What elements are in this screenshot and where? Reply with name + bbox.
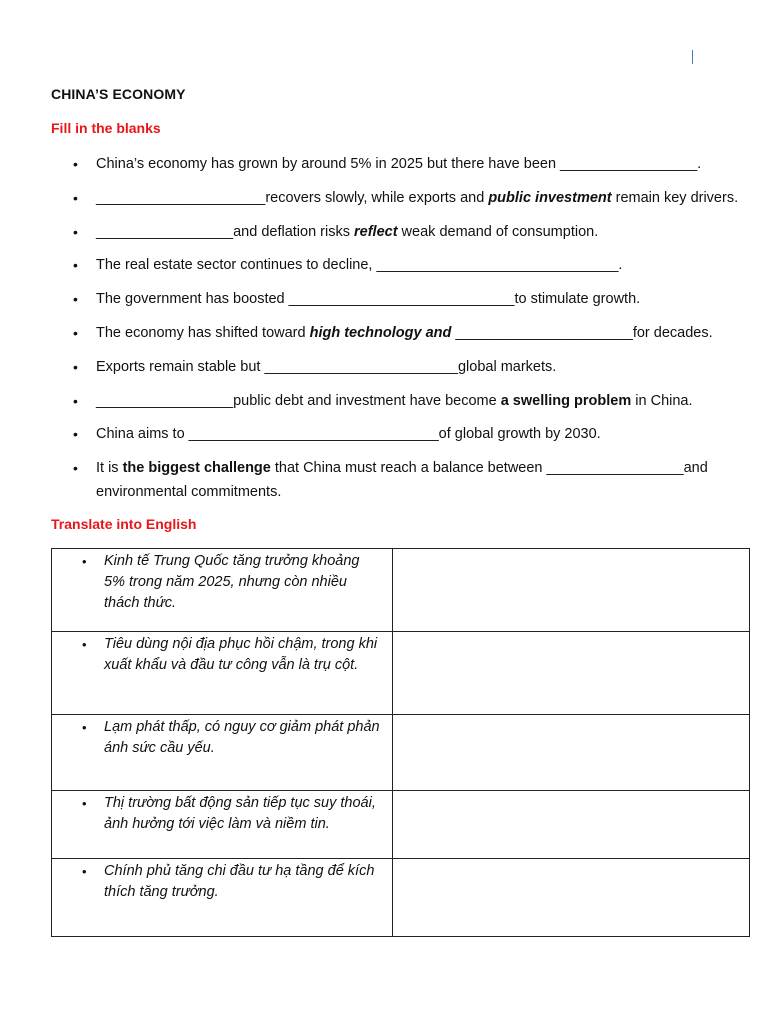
bullet-icon: • <box>82 637 87 652</box>
emphasis-text: the biggest challenge <box>122 460 271 477</box>
vietnamese-cell <box>52 632 393 715</box>
translation-table <box>51 548 750 937</box>
list-item <box>52 632 392 676</box>
english-answer-cell[interactable] <box>393 549 750 632</box>
bullet-icon: • <box>82 554 87 569</box>
english-answer-cell[interactable] <box>393 859 750 937</box>
item-text: China aims to _______________________________of global growth by 2030. <box>96 426 601 443</box>
item-text: _________________public debt and investment have become <box>96 392 501 409</box>
list-item <box>73 287 743 311</box>
list-item <box>73 389 743 413</box>
item-text: that China must reach a balance between _________________and environmental commitments. <box>96 460 708 501</box>
fill-section-heading: Fill in the blanks <box>51 120 161 136</box>
bullet-icon: • <box>73 291 78 308</box>
document-title: CHINA’S ECONOMY <box>51 86 186 102</box>
bullet-icon: • <box>82 720 87 735</box>
list-item <box>52 859 392 903</box>
vietnamese-cell <box>52 859 393 937</box>
table-row <box>52 791 750 859</box>
vietnamese-sentence: Tiêu dùng nội địa phục hồi chậm, trong khi xuất khẩu và đầu tư công vẫn là trụ cột. <box>104 636 378 673</box>
list-item <box>73 253 743 277</box>
list-item <box>52 549 392 614</box>
vietnamese-sentence: Thị trường bất động sản tiếp tục suy thoái, ảnh hưởng tới việc làm và niềm tin. <box>104 795 376 832</box>
item-text: in China. <box>631 392 693 409</box>
list-item <box>73 456 743 504</box>
table-row <box>52 632 750 715</box>
emphasis-text: reflect <box>354 223 398 240</box>
bullet-icon: • <box>82 864 87 879</box>
bullet-icon: • <box>73 223 78 240</box>
item-text: It is <box>96 460 123 477</box>
item-text: The real estate sector continues to decline, ______________________________. <box>96 257 623 274</box>
list-item <box>73 355 743 379</box>
vietnamese-sentence: Kinh tế Trung Quốc tăng trưởng khoảng 5% trong năm 2025, nhưng còn nhiều thách thức. <box>104 553 360 611</box>
vietnamese-sentence: Chính phủ tăng chi đầu tư hạ tầng để kích thích tăng trưởng. <box>104 863 375 900</box>
list-item <box>52 715 392 759</box>
bullet-icon: • <box>73 189 78 206</box>
emphasis-text: public investment <box>488 189 612 206</box>
bullet-icon: • <box>73 460 78 477</box>
vietnamese-cell <box>52 791 393 859</box>
item-text: China’s economy has grown by around 5% in 2025 but there have been _________________. <box>96 156 702 172</box>
bullet-icon: • <box>73 392 78 409</box>
table-row <box>52 715 750 791</box>
bullet-icon: • <box>73 426 78 443</box>
list-item <box>73 321 743 345</box>
item-text: _________________and deflation risks <box>96 223 354 240</box>
english-answer-cell[interactable] <box>393 791 750 859</box>
list-item <box>73 152 743 176</box>
list-item <box>73 220 743 244</box>
item-text: The economy has shifted toward <box>96 324 310 341</box>
list-item <box>73 422 743 446</box>
bullet-icon: • <box>73 358 78 375</box>
translate-section-heading: Translate into English <box>51 516 197 532</box>
vietnamese-cell <box>52 715 393 791</box>
item-text: The government has boosted ____________________________to stimulate growth. <box>96 291 641 308</box>
text-cursor <box>692 50 693 64</box>
bullet-icon: • <box>73 257 78 274</box>
table-row <box>52 549 750 632</box>
emphasis-text: a swelling problem <box>500 392 632 409</box>
vietnamese-sentence: Lạm phát thấp, có nguy cơ giảm phát phản ánh sức cầu yếu. <box>104 719 380 756</box>
list-item <box>73 186 743 210</box>
english-answer-cell[interactable] <box>393 715 750 791</box>
item-text: ______________________for decades. <box>451 324 713 341</box>
item-text: weak demand of consumption. <box>397 223 599 240</box>
vietnamese-cell <box>52 549 393 632</box>
item-text: remain key drivers. <box>611 189 739 206</box>
bullet-icon: • <box>73 156 78 172</box>
list-item <box>52 791 392 835</box>
table-row <box>52 859 750 937</box>
emphasis-text: high technology and <box>309 324 452 341</box>
fill-in-blanks-list <box>73 152 743 514</box>
english-answer-cell[interactable] <box>393 632 750 715</box>
item-text: _____________________recovers slowly, while exports and <box>96 189 489 206</box>
bullet-icon: • <box>73 324 78 341</box>
item-text: Exports remain stable but ________________________global markets. <box>96 358 557 375</box>
bullet-icon: • <box>82 796 87 811</box>
